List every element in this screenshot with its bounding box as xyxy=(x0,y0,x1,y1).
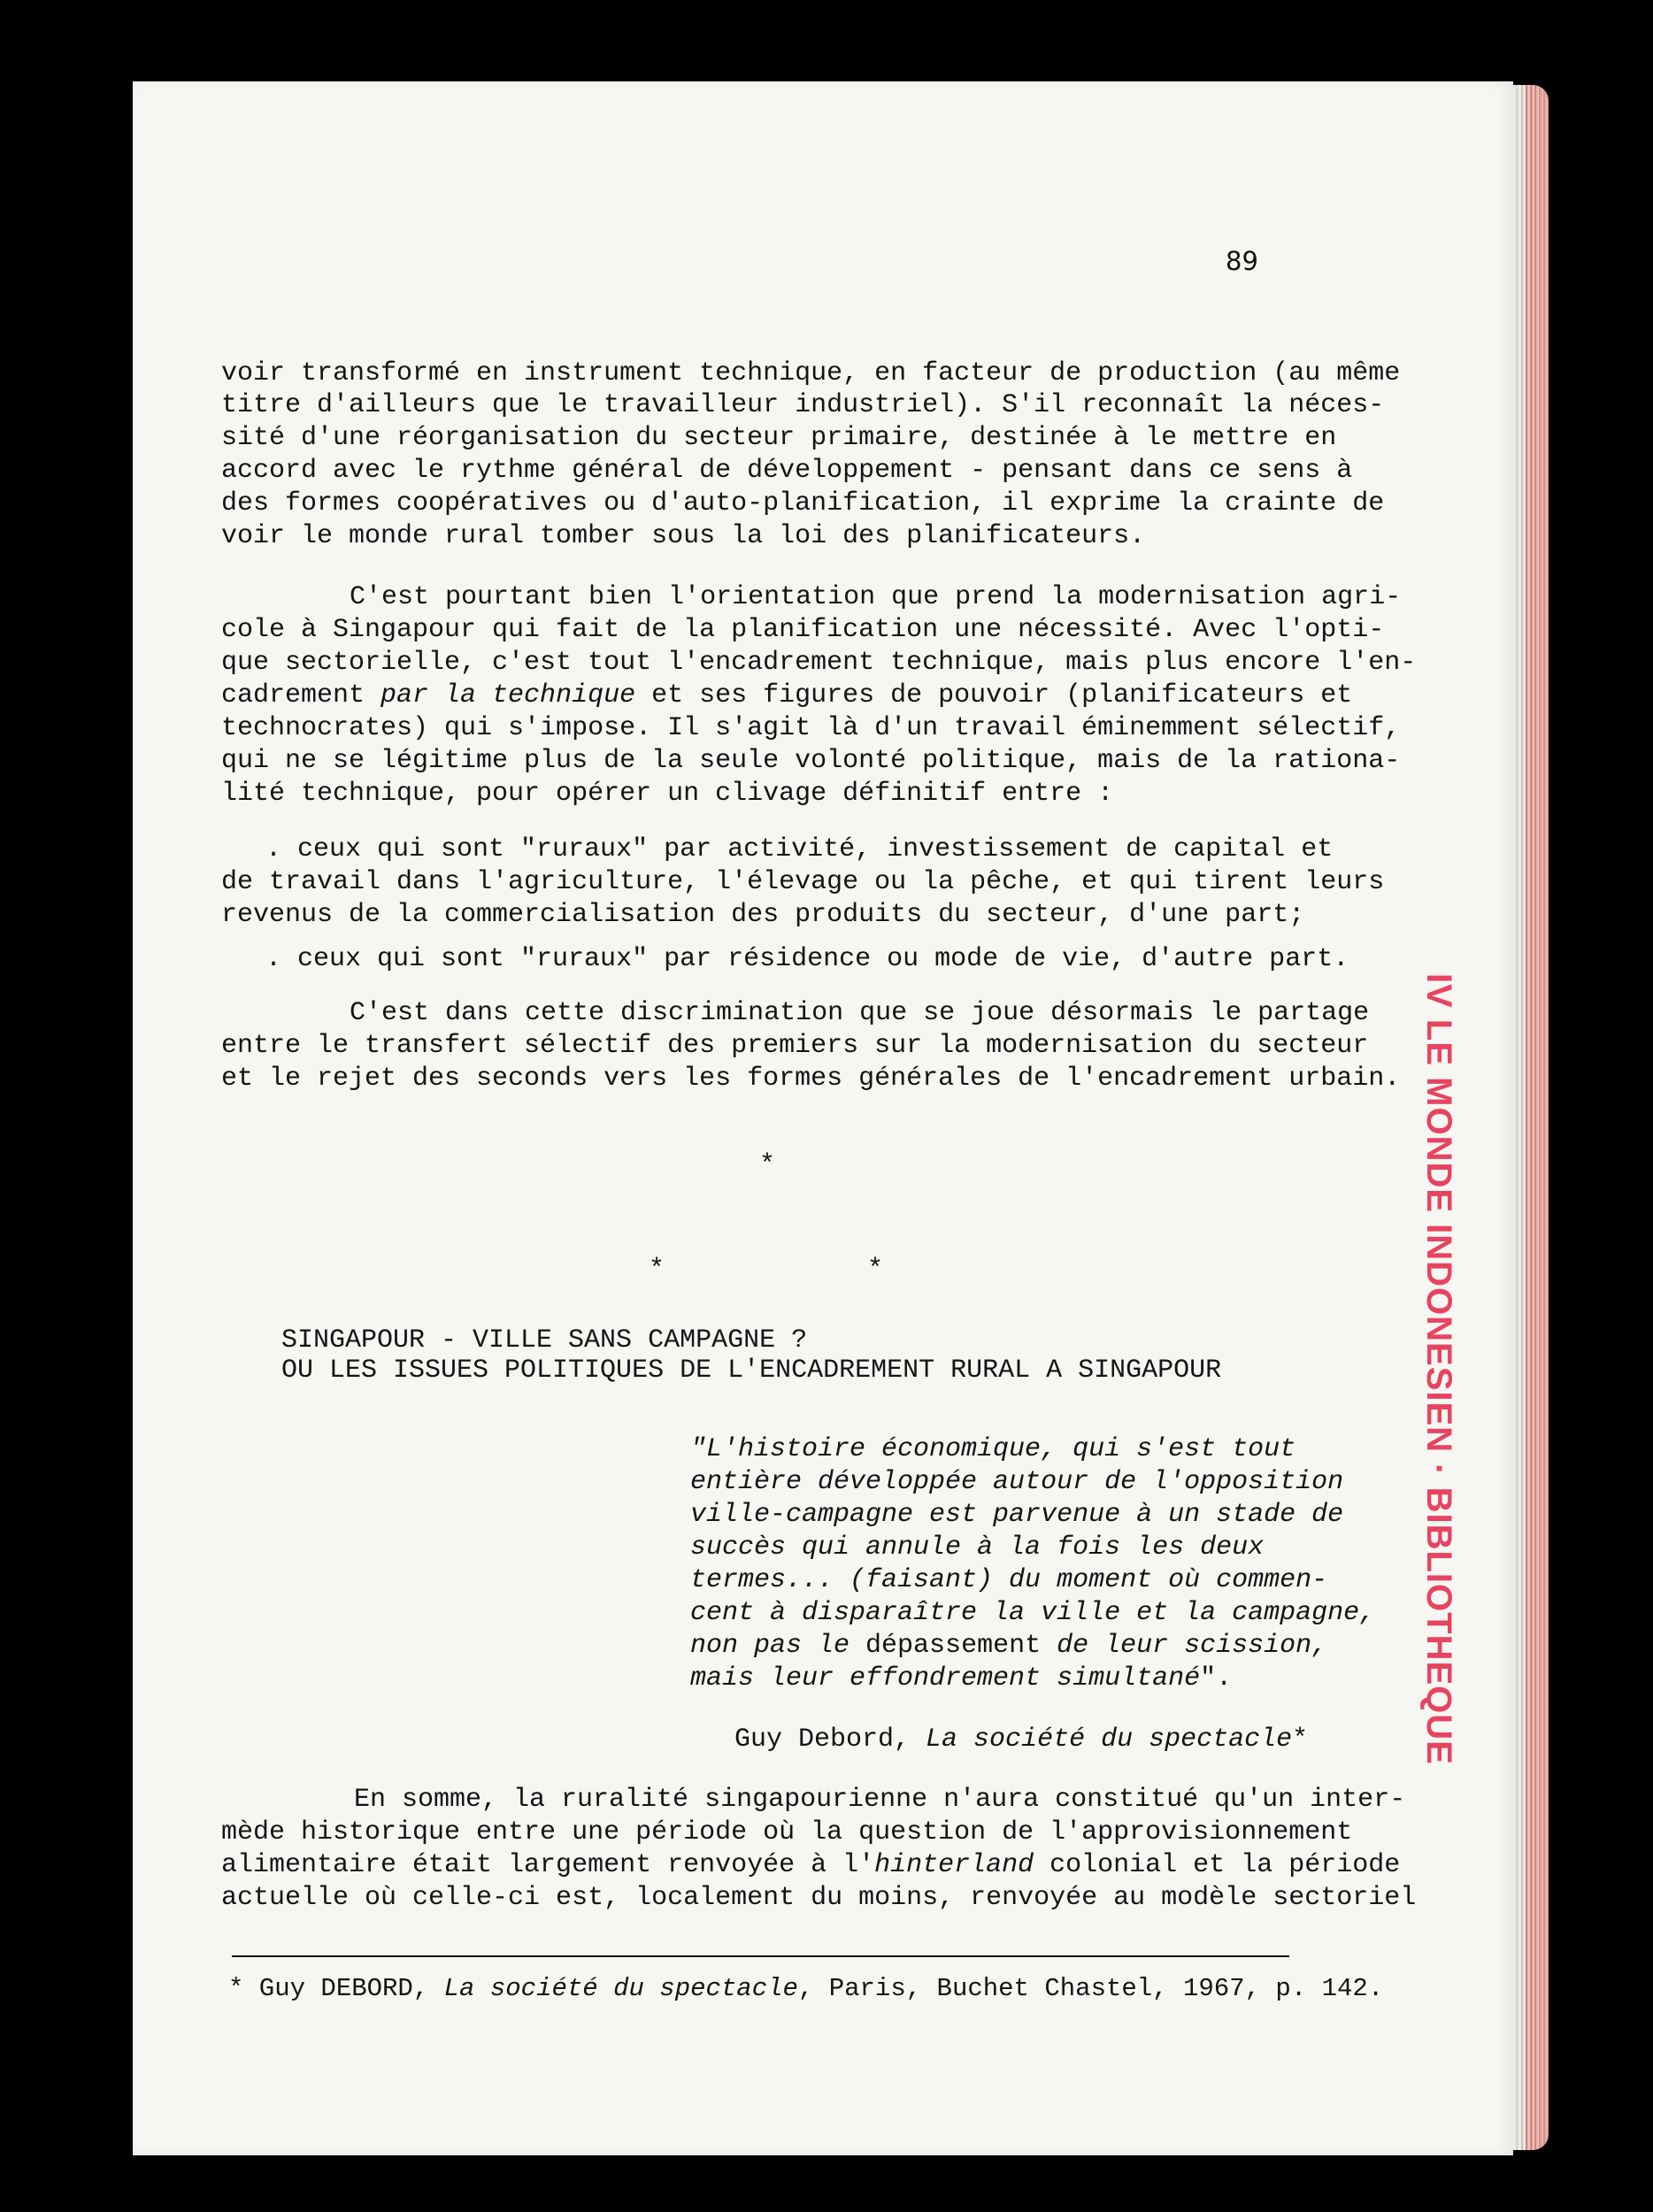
bullet-line: . ceux qui sont "ruraux" par activité, investissement de capital et xyxy=(265,834,1334,864)
text-span: colonial et la période xyxy=(1034,1850,1401,1880)
epigraph-line: ville-campagne est parvenue à un stade de xyxy=(690,1500,1344,1530)
attribution-author: Guy Debord, xyxy=(734,1724,926,1755)
text-line: C'est dans cette discrimination que se joue désormais le partage xyxy=(350,998,1370,1028)
text-line: titre d'ailleurs que le travailleur industriel). S'il reconnaît la néces- xyxy=(221,390,1385,420)
section-asterisk: * xyxy=(759,1150,776,1180)
text-line xyxy=(221,680,1353,711)
bullet-line: de travail dans l'agriculture, l'élevage ou la pêche, et qui tirent leurs xyxy=(221,867,1385,897)
footnote-title: La société du spectacle xyxy=(443,1974,798,2003)
text-span: de leur scission, xyxy=(1041,1631,1328,1661)
text-line: mède historique entre une période où la question de l'approvisionnement xyxy=(221,1817,1353,1847)
roman-word: dépassement xyxy=(865,1631,1042,1661)
text-span: ". xyxy=(1200,1663,1233,1694)
text-line: voir le monde rural tomber sous la loi des planificateurs. xyxy=(221,521,1146,551)
text-line: que sectorielle, c'est tout l'encadrement technique, mais plus encore l'en- xyxy=(221,648,1417,678)
epigraph-line: "L'histoire économique, qui s'est tout xyxy=(690,1434,1296,1464)
text-line: cole à Singapour qui fait de la planification une nécessité. Avec l'opti- xyxy=(221,615,1385,645)
epigraph-line xyxy=(690,1630,1327,1662)
text-line: et le rejet des seconds vers les formes générales de l'encadrement urbain. xyxy=(221,1064,1401,1094)
footnote xyxy=(228,1973,1383,2005)
text-line xyxy=(221,1849,1401,1881)
text-line: entre le transfert sélectif des premiers sur la modernisation du secteur xyxy=(221,1031,1369,1061)
text-line: actuelle où celle-ci est, localement du moins, renvoyée au modèle sectoriel xyxy=(221,1883,1417,1913)
section-heading: OU LES ISSUES POLITIQUES DE L'ENCADREMENT RURAL A SINGAPOUR xyxy=(281,1356,1222,1386)
text-line: lité technique, pour opérer un clivage définitif entre : xyxy=(221,779,1114,809)
text-line: qui ne se légitime plus de la seule volonté politique, mais de la rationa- xyxy=(221,746,1401,776)
text-line: voir transformé en instrument technique, en facteur de production (au même xyxy=(221,358,1401,388)
epigraph-line: succès qui annule à la fois les deux xyxy=(690,1532,1265,1563)
text-span: et ses figures de pouvoir (planificateurs et xyxy=(635,680,1353,710)
footnote-marker: * xyxy=(228,1974,244,2003)
epigraph-attribution xyxy=(734,1724,1308,1755)
text-span: non pas le xyxy=(690,1631,866,1661)
text-span: mais leur effondrement simultané xyxy=(690,1663,1201,1694)
bullet-line: . ceux qui sont "ruraux" par résidence ou mode de vie, d'autre part. xyxy=(265,944,1349,974)
text-line: En somme, la ruralité singapourienne n'aura constitué qu'un inter- xyxy=(354,1785,1406,1815)
text-line: accord avec le rythme général de développement - pensant dans ce sens à xyxy=(221,456,1353,486)
footnote-author: Guy DEBORD, xyxy=(243,1974,444,2003)
section-asterisk: * xyxy=(649,1255,665,1285)
italic-word: hinterland xyxy=(874,1850,1034,1880)
footnote-marker: * xyxy=(1292,1724,1309,1755)
epigraph-line: cent à disparaître la ville et la campagne, xyxy=(690,1598,1376,1628)
footnote-source: , Paris, Buchet Chastel, 1967, p. 142. xyxy=(797,1974,1384,2003)
italic-phrase: par la technique xyxy=(381,680,636,710)
edge-stamp: IV LE MONDE INDONESIEN · BIBLIOTHEQUE xyxy=(1419,973,1458,1765)
attribution-title: La société du spectacle xyxy=(926,1724,1293,1755)
page-number: 89 xyxy=(1226,246,1258,276)
epigraph-line: termes... (faisant) du moment où commen- xyxy=(690,1565,1328,1595)
text-span: alimentaire était largement renvoyée à l' xyxy=(221,1850,875,1880)
epigraph-line xyxy=(690,1663,1232,1694)
text-line: des formes coopératives ou d'auto-planification, il exprime la crainte de xyxy=(221,488,1385,518)
text-span: cadrement xyxy=(221,680,381,710)
text-line: technocrates) qui s'impose. Il s'agit là d'un travail éminemment sélectif, xyxy=(221,713,1401,743)
section-asterisk: * xyxy=(867,1255,884,1285)
text-line: C'est pourtant bien l'orientation que prend la modernisation agri- xyxy=(350,582,1402,612)
bullet-line: revenus de la commercialisation des produits du secteur, d'une part; xyxy=(221,900,1305,930)
section-heading: SINGAPOUR - VILLE SANS CAMPAGNE ? xyxy=(281,1325,808,1356)
footnote-rule xyxy=(232,1955,1289,1957)
text-line: sité d'une réorganisation du secteur primaire, destinée à le mettre en xyxy=(221,423,1337,453)
epigraph-line: entière développée autour de l'opposition xyxy=(690,1467,1344,1497)
